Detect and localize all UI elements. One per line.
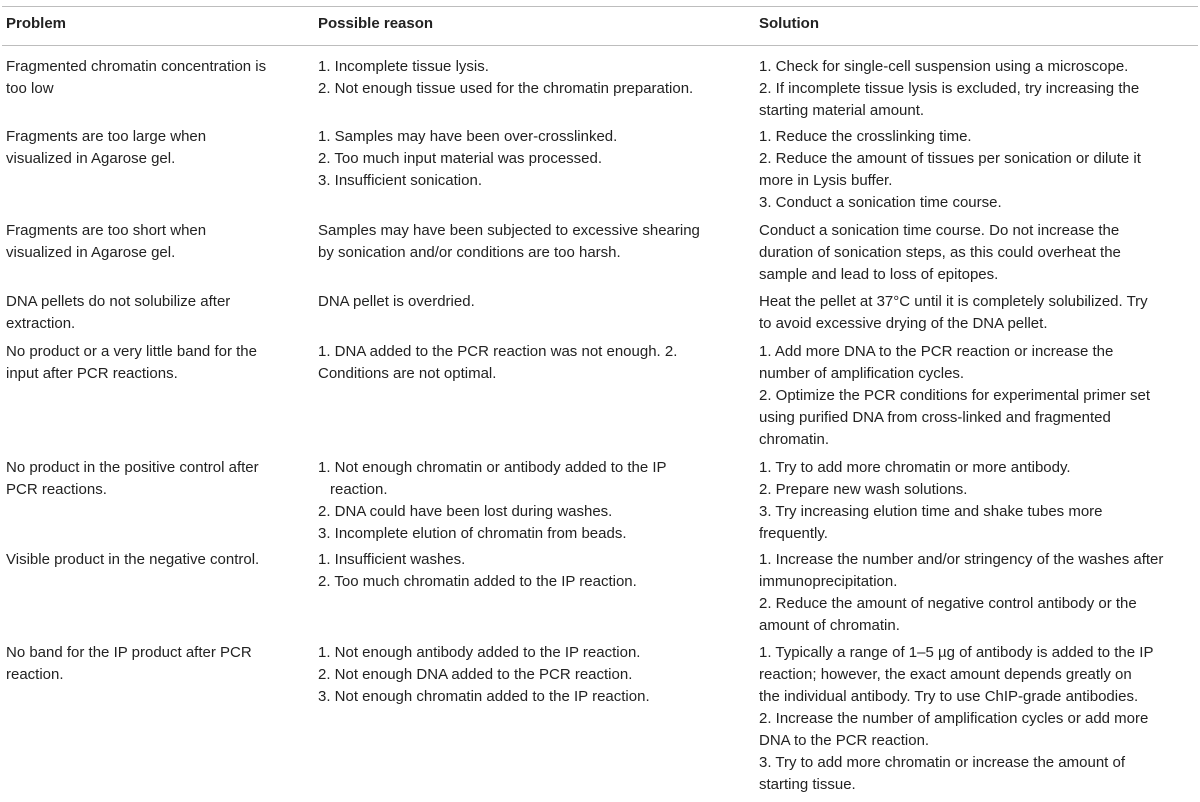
problem-line: Visible product in the negative control. — [6, 551, 260, 568]
solution-line: 2. Increase the number of amplification cycles or add more — [759, 710, 1149, 727]
solution-cell — [759, 291, 1195, 335]
reason-line: 3. Not enough chromatin added to the IP reaction. — [318, 688, 650, 705]
solution-line: DNA to the PCR reaction. — [759, 732, 930, 749]
solution-line: 1. Increase the number and/or stringency of the washes after — [759, 551, 1164, 568]
problem-line: too low — [6, 80, 54, 97]
problem-line: extraction. — [6, 315, 76, 332]
problem-cell — [6, 549, 296, 571]
reason-line: by sonication and/or conditions are too harsh. — [318, 244, 621, 261]
reason-line: Samples may have been subjected to excessive shearing — [318, 222, 700, 239]
header-reason: Possible reason — [318, 15, 434, 32]
problem-line: No band for the IP product after PCR — [6, 644, 252, 661]
header-rule — [2, 45, 1198, 46]
problem-cell — [6, 341, 296, 385]
solution-cell — [759, 642, 1195, 796]
solution-line: chromatin. — [759, 431, 830, 448]
solution-cell — [759, 56, 1195, 122]
solution-line: Heat the pellet at 37°C until it is completely solubilized. Try — [759, 293, 1148, 310]
reason-cell — [318, 341, 736, 385]
problem-line: Fragments are too short when — [6, 222, 207, 239]
solution-line: reaction; however, the exact amount depends greatly on — [759, 666, 1132, 683]
solution-line: duration of sonication steps, as this could overheat the — [759, 244, 1121, 261]
solution-line: number of amplification cycles. — [759, 365, 965, 382]
problem-cell — [6, 457, 296, 501]
problem-line: visualized in Agarose gel. — [6, 150, 176, 167]
solution-line: 2. Prepare new wash solutions. — [759, 481, 968, 498]
solution-line: 3. Try to add more chromatin or increase the amount of — [759, 754, 1126, 771]
solution-line: immunoprecipitation. — [759, 573, 898, 590]
solution-line: 3. Conduct a sonication time course. — [759, 194, 1002, 211]
reason-line: 3. Insufficient sonication. — [318, 172, 482, 189]
solution-line: more in Lysis buffer. — [759, 172, 893, 189]
solution-line: using purified DNA from cross-linked and fragmented — [759, 409, 1111, 426]
solution-line: starting material amount. — [759, 102, 925, 119]
solution-line: 2. If incomplete tissue lysis is excluded, try increasing the — [759, 80, 1140, 97]
reason-cell — [318, 56, 736, 100]
problem-cell — [6, 291, 296, 335]
problem-line: No product in the positive control after — [6, 459, 259, 476]
solution-line: amount of chromatin. — [759, 617, 900, 634]
solution-cell — [759, 126, 1195, 214]
solution-line: sample and lead to loss of epitopes. — [759, 266, 999, 283]
solution-line: 2. Reduce the amount of tissues per sonication or dilute it — [759, 150, 1141, 167]
reason-line: DNA pellet is overdried. — [318, 293, 475, 310]
solution-line: the individual antibody. Try to use ChIP-grade antibodies. — [759, 688, 1139, 705]
reason-line: 2. DNA could have been lost during washes. — [318, 503, 613, 520]
problem-cell — [6, 126, 296, 170]
problem-line: input after PCR reactions. — [6, 365, 178, 382]
solution-line: 2. Optimize the PCR conditions for experimental primer set — [759, 387, 1150, 404]
solution-cell — [759, 341, 1195, 451]
reason-line: reaction. — [330, 481, 388, 498]
solution-line: starting tissue. — [759, 776, 856, 793]
solution-cell — [759, 220, 1195, 286]
solution-line: to avoid excessive drying of the DNA pellet. — [759, 315, 1048, 332]
reason-line: 2. Not enough tissue used for the chromatin preparation. — [318, 80, 694, 97]
solution-line: 1. Add more DNA to the PCR reaction or increase the — [759, 343, 1114, 360]
problem-line: DNA pellets do not solubilize after — [6, 293, 231, 310]
reason-line: 1. Not enough antibody added to the IP reaction. — [318, 644, 641, 661]
solution-line: 3. Try increasing elution time and shake tubes more — [759, 503, 1103, 520]
reason-cell — [318, 457, 736, 545]
reason-cell — [318, 642, 736, 708]
reason-cell — [318, 126, 736, 192]
reason-cell — [318, 291, 736, 313]
solution-cell — [759, 457, 1195, 545]
reason-line: 1. DNA added to the PCR reaction was not enough. 2. — [318, 343, 678, 360]
reason-line: 2. Too much input material was processed. — [318, 150, 603, 167]
header-row — [2, 15, 1198, 37]
solution-cell — [759, 549, 1195, 637]
problem-line: No product or a very little band for the — [6, 343, 257, 360]
header-problem: Problem — [6, 15, 67, 32]
solution-line: 1. Try to add more chromatin or more antibody. — [759, 459, 1071, 476]
problem-line: visualized in Agarose gel. — [6, 244, 176, 261]
solution-line: frequently. — [759, 525, 828, 542]
solution-line: Conduct a sonication time course. Do not increase the — [759, 222, 1120, 239]
reason-line: 1. Not enough chromatin or antibody added to the IP — [318, 459, 667, 476]
problem-line: Fragments are too large when — [6, 128, 207, 145]
solution-line: 2. Reduce the amount of negative control antibody or the — [759, 595, 1137, 612]
solution-line: 1. Typically a range of 1–5 µg of antibody is added to the IP — [759, 644, 1154, 661]
problem-line: reaction. — [6, 666, 64, 683]
reason-cell — [318, 549, 736, 593]
top-rule — [2, 6, 1198, 7]
solution-line: 1. Check for single-cell suspension using a microscope. — [759, 58, 1129, 75]
reason-cell — [318, 220, 736, 264]
problem-cell — [6, 56, 296, 100]
reason-line: Conditions are not optimal. — [318, 365, 497, 382]
reason-line: 2. Not enough DNA added to the PCR reaction. — [318, 666, 633, 683]
reason-line: 1. Incomplete tissue lysis. — [318, 58, 489, 75]
solution-line: 1. Reduce the crosslinking time. — [759, 128, 972, 145]
reason-line: 1. Samples may have been over-crosslinked. — [318, 128, 618, 145]
problem-cell — [6, 220, 296, 264]
reason-line: 2. Too much chromatin added to the IP reaction. — [318, 573, 637, 590]
problem-cell — [6, 642, 296, 686]
reason-line: 1. Insufficient washes. — [318, 551, 466, 568]
header-solution: Solution — [759, 15, 819, 32]
reason-line: 3. Incomplete elution of chromatin from beads. — [318, 525, 627, 542]
problem-line: PCR reactions. — [6, 481, 107, 498]
problem-line: Fragmented chromatin concentration is — [6, 58, 267, 75]
